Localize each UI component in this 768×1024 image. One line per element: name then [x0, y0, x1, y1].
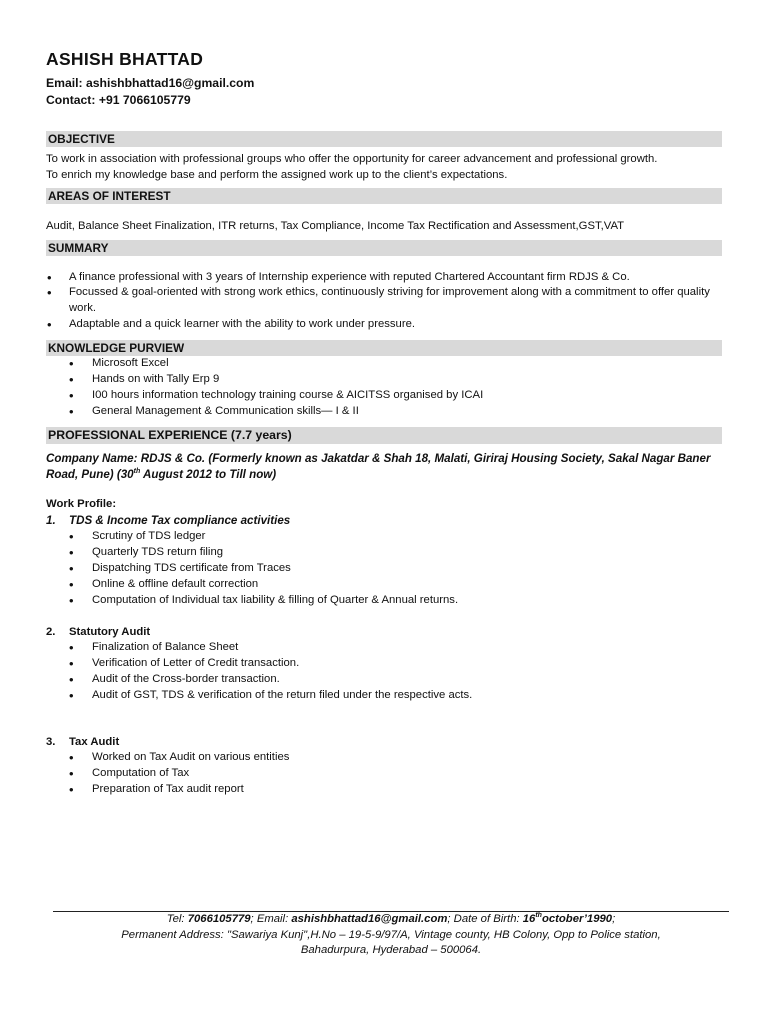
list-item: • Verification of Letter of Credit transaction.	[46, 656, 722, 672]
footer-contact-line	[53, 912, 729, 928]
list-item: • Audit of GST, TDS & verification of the return filed under the respective acts.	[46, 688, 722, 704]
list-item: • Online & offline default correction	[46, 577, 722, 593]
email-value[interactable]: ashishbhattad16@gmail.com	[85, 76, 255, 90]
list-item: • A finance professional with 3 years of Internship experience with reputed Chartered Accountant firm RDJS & Co.	[46, 270, 722, 286]
company-superscript: th	[133, 468, 141, 476]
interest-text: Audit, Balance Sheet Finalization, ITR returns, Tax Compliance, Income Tax Rectification and Assessment,GST,VAT	[46, 220, 625, 233]
list-item: • Finalization of Balance Sheet	[46, 640, 722, 656]
interest-heading: AREAS OF INTEREST	[46, 188, 722, 204]
contact-value: +91 7066105779	[98, 92, 191, 107]
group-number: 3.	[46, 735, 56, 748]
group-title-text: Statutory Audit	[69, 625, 151, 638]
footer-address-line: Permanent Address: "Sawariya Kunj",H.No – 19-5-9/97/A, Vintage county, HB Colony, Opp to Police station,	[121, 928, 661, 941]
work-profile-label: Work Profile:	[46, 498, 117, 511]
footer-dob	[523, 913, 612, 925]
list-item: • Computation of Tax	[46, 766, 722, 782]
email-label: Email:	[46, 76, 83, 90]
objective-heading: OBJECTIVE	[46, 131, 722, 147]
experience-heading: PROFESSIONAL EXPERIENCE (7.7 years)	[46, 427, 722, 444]
list-item: • General Management & Communication skills— I & II	[46, 404, 722, 420]
group-title	[46, 735, 722, 751]
list-item: • Dispatching TDS certificate from Traces	[46, 561, 722, 577]
group-title	[46, 513, 722, 529]
list-item: • Computation of Individual tax liability & filling of Quarter & Annual returns.	[46, 593, 722, 609]
footer-tel-label: Tel:	[166, 913, 188, 925]
group-title-text: TDS & Income Tax compliance activities	[69, 513, 291, 527]
footer-dob-rest: october’1990	[541, 913, 613, 925]
list-item: • Focussed & goal-oriented with strong work ethics, continuously striving for improvement along with a commitment to offer quality work.	[46, 285, 722, 316]
list-item: • Scrutiny of TDS ledger	[46, 529, 722, 545]
group-list	[46, 640, 722, 704]
objective-line: To work in association with professional groups who offer the opportunity for career advancement and professional growth.	[46, 153, 658, 165]
group-list	[46, 750, 722, 798]
footer-address-line: Bahadurpura, Hyderabad – 500064.	[300, 944, 482, 957]
list-item: • Audit of the Cross-border transaction.	[46, 672, 722, 688]
list-item: • I00 hours information technology training course & AICITSS organised by ICAI	[46, 388, 722, 404]
footer-dob-day: 16	[522, 913, 536, 925]
footer-dob-superscript: th	[535, 912, 542, 920]
company-date: August 2012 to Till now)	[140, 467, 277, 481]
list-item: • Quarterly TDS return filing	[46, 545, 722, 561]
company-name	[46, 451, 722, 483]
group-title-text: Tax Audit	[69, 735, 120, 748]
footer-dob-label: ; Date of Birth:	[447, 913, 523, 925]
list-item: • Preparation of Tax audit report	[46, 782, 722, 798]
footer	[53, 912, 729, 959]
contact-label: Contact:	[46, 92, 96, 107]
list-item: • Hands on with Tally Erp 9	[46, 372, 722, 388]
footer-dob-end: ;	[612, 913, 616, 925]
contact-line	[46, 92, 722, 109]
list-item: • Worked on Tax Audit on various entities	[46, 750, 722, 766]
company-text: Company Name: RDJS & Co. (Formerly known as Jakatdar & Shah 18, Malati, Giriraj Housing Society, Sakal Nagar Baner Road, Pune) (30	[46, 451, 711, 481]
group-title	[46, 625, 722, 641]
list-item: • Microsoft Excel	[46, 356, 722, 372]
knowledge-heading: KNOWLEDGE PURVIEW	[46, 340, 722, 356]
candidate-name: ASHISH BHATTAD	[46, 49, 204, 69]
group-number: 1.	[46, 513, 56, 527]
summary-heading: SUMMARY	[46, 240, 722, 256]
summary-list	[46, 270, 722, 332]
email-line	[46, 75, 722, 92]
footer-email[interactable]: ashishbhattad16@gmail.com	[291, 913, 448, 925]
list-item: • Adaptable and a quick learner with the ability to work under pressure.	[46, 317, 722, 333]
objective-line: To enrich my knowledge base and perform the assigned work up to the client’s expectations.	[46, 168, 508, 181]
footer-email-label: ; Email:	[250, 913, 292, 925]
group-number: 2.	[46, 625, 56, 638]
group-list	[46, 529, 722, 609]
footer-tel: 7066105779	[187, 913, 251, 925]
knowledge-list	[46, 356, 722, 420]
resume-page	[46, 49, 722, 798]
